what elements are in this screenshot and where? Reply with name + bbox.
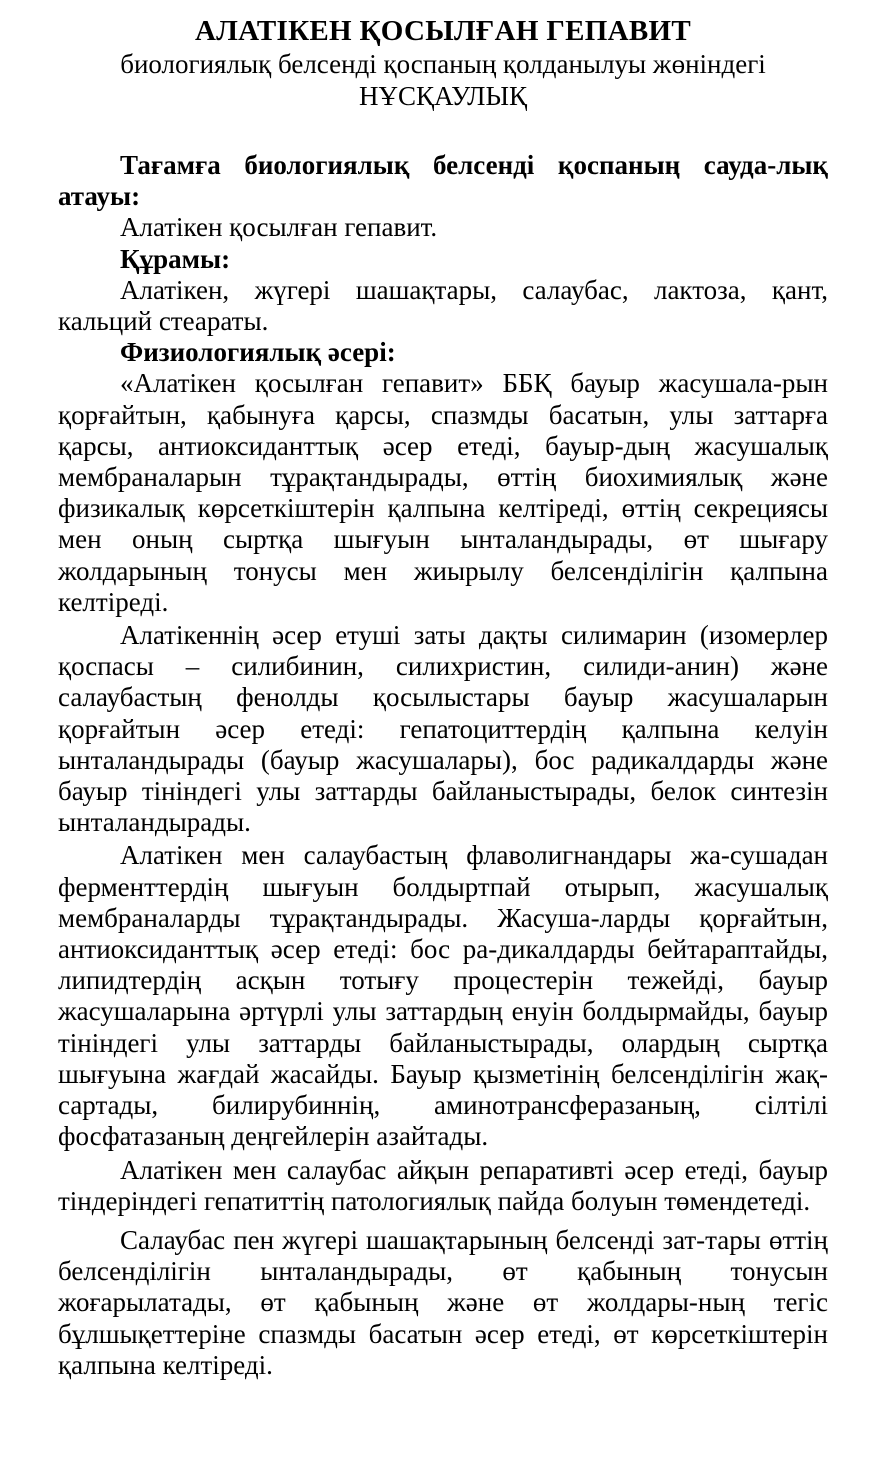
document-subtitle: биологиялық белсенді қоспаның қолданылуы жөніндегі bbox=[120, 49, 766, 79]
effect-paragraph-2: Алатікеннің әсер етуші заты дақты силимарин (изомерлер қоспасы – силибинин, силихристин, силиди-анин) және салаубастың фенолды қосылыстары бауыр жасушаларын қорғайтын әсер етеді: гепатоциттердің қалпына келуін ынталандырады (бауыр жасушалары), бос радикалдарды және бауыр тініндегі улы заттарды байланыстырады, белок синтезін ынталандырады. bbox=[58, 620, 828, 838]
effect-paragraph-4: Алатікен мен салаубас айқын репаративті әсер етеді, бауыр тіндеріндегі гепатиттің патологиялық пайда болуын төмендетеді. bbox=[58, 1154, 828, 1216]
document-title: АЛАТІКЕН ҚОСЫЛҒАН ГЕПАВИТ bbox=[195, 15, 691, 47]
effect-heading: Физиологиялық әсері: bbox=[120, 337, 396, 368]
document-page bbox=[58, 14, 828, 1381]
document-body bbox=[58, 150, 828, 1381]
trade-name-heading: Тағамға биологиялық белсенді қоспаның сауда-лық атауы: bbox=[58, 150, 828, 212]
composition-text: Алатікен, жүгері шашақтары, салаубас, лактоза, қант, кальций стеараты. bbox=[58, 274, 828, 337]
document-type: НҰСҚАУЛЫҚ bbox=[358, 81, 528, 111]
document-header bbox=[58, 14, 828, 112]
effect-paragraph-5: Салаубас пен жүгері шашақтарының белсенді зат-тары өттің белсенділігін ынталандырады, өт қабының тонусын жоғарылатады, өт қабының және өт жолдары-ның тегіс бұлшықеттеріне спазмды басатын әсер етеді, өт көрсеткіштерін қалпына келтіреді. bbox=[58, 1224, 828, 1380]
effect-paragraph-1: «Алатікен қосылған гепавит» ББҚ бауыр жасушала-рын қорғайтын, қабынуға қарсы, спазмды басатын, улы заттарға қарсы, антиоксиданттық әсер етеді, бауыр-дың жасушалық мембраналарын тұрақтандырады, өттің биохимиялық және физикалық көрсеткіштерін қалпына келтіреді, өттің секрециясы мен оның сыртқа шығуын ынталандырады, өт шығару жолдарының тонусы мен жиырылу белсенділігін қалпына келтіреді. bbox=[58, 368, 828, 617]
trade-name-text: Алатікен қосылған гепавит. bbox=[120, 212, 438, 243]
composition-heading: Құрамы: bbox=[120, 243, 231, 274]
effect-paragraph-3: Алатікен мен салаубастың флаволигнандары жа-сушадан ферменттердің шығуын болдыртпай отырып, жасушалық мембраналарды тұрақтандырады. Жасуша-ларды қорғайтын, антиоксиданттық әсер етеді: бос ра-дикалдарды бейтараптайды, липидтердің асқын тотығу процестерін тежейді, бауыр жасушаларына әртүрлі улы заттардың енуін болдырмайды, бауыр тініндегі улы заттарды байланыстырады, олардың сыртқа шығуына жағдай жасайды. Бауыр қызметінің белсенділігін жақ-сартады, билирубиннің, аминотрансферазаның, сілтілі фосфатазаның деңгейлерін азайтады. bbox=[58, 840, 828, 1152]
